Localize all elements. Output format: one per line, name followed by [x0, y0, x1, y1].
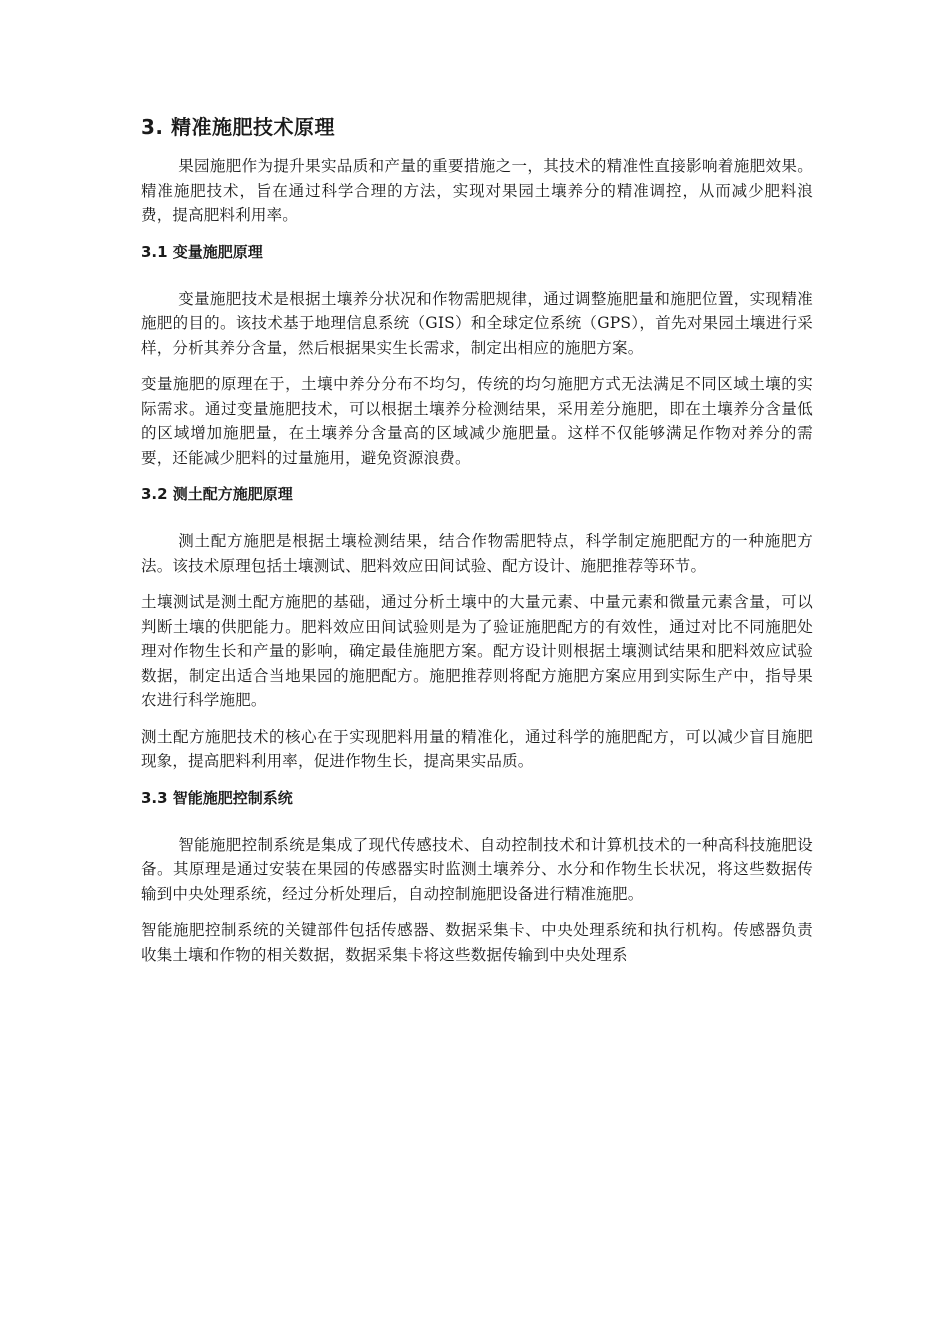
section-3-3-title: 3.3 智能施肥控制系统 — [141, 788, 293, 807]
section-3-1-title: 3.1 变量施肥原理 — [141, 242, 263, 261]
section-3-2-paragraph-2: 土壤测试是测土配方施肥的基础，通过分析土壤中的大量元素、中量元素和微量元素含量，可以判断土壤的供肥能力。肥料效应田间试验则是为了验证施肥配方的有效性，通过对比不同施肥处理对作物生长和产量的影响，确定最佳施肥方案。配方设计则根据土壤测试结果和肥料效应试验数据，制定出适合当地果园的施肥配方。施肥推荐则将配方施肥方案应用到实际生产中，指导果农进行科学施肥。 — [141, 593, 813, 709]
section-3-2-paragraph-1: 测土配方施肥是根据土壤检测结果，结合作物需肥特点，科学制定施肥配方的一种施肥方法。该技术原理包括土壤测试、肥料效应田间试验、配方设计、施肥推荐等环节。 — [141, 532, 813, 575]
section-3-title: 3. 精准施肥技术原理 — [141, 115, 335, 139]
document-body — [141, 112, 813, 967]
section-3-2-title: 3.2 测土配方施肥原理 — [141, 485, 293, 503]
section-3-1-paragraph-2: 变量施肥的原理在于，土壤中养分分布不均匀，传统的均匀施肥方式无法满足不同区域土壤的实际需求。通过变量施肥技术，可以根据土壤养分检测结果，采用差分施肥，即在土壤养分含量低的区域增加施肥量，在土壤养分含量高的区域减少施肥量。这样不仅能够满足作物对养分的需要，还能减少肥料的过量施用，避免资源浪费。 — [141, 375, 813, 467]
section-3-intro: 果园施肥作为提升果实品质和产量的重要措施之一，其技术的精准性直接影响着施肥效果。精准施肥技术，旨在通过科学合理的方法，实现对果园土壤养分的精准调控，从而减少肥料浪费，提高肥料利用率。 — [141, 157, 813, 224]
section-3-3-paragraph-2: 智能施肥控制系统的关键部件包括传感器、数据采集卡、中央处理系统和执行机构。传感器负责收集土壤和作物的相关数据，数据采集卡将这些数据传输到中央处理系 — [141, 921, 813, 964]
section-3-3-paragraph-1: 智能施肥控制系统是集成了现代传感技术、自动控制技术和计算机技术的一种高科技施肥设备。其原理是通过安装在果园的传感器实时监测土壤养分、水分和作物生长状况，将这些数据传输到中央处理系统，经过分析处理后，自动控制施肥设备进行精准施肥。 — [141, 835, 813, 903]
section-3-2-paragraph-3: 测土配方施肥技术的核心在于实现肥料用量的精准化，通过科学的施肥配方，可以减少盲目施肥现象，提高肥料利用率，促进作物生长，提高果实品质。 — [141, 727, 813, 770]
section-3-1-paragraph-1: 变量施肥技术是根据土壤养分状况和作物需肥规律，通过调整施肥量和施肥位置，实现精准施肥的目的。该技术基于地理信息系统（GIS）和全球定位系统（GPS），首先对果园土壤进行采样，分析其养分含量，然后根据果实生长需求，制定出相应的施肥方案。 — [141, 289, 813, 357]
